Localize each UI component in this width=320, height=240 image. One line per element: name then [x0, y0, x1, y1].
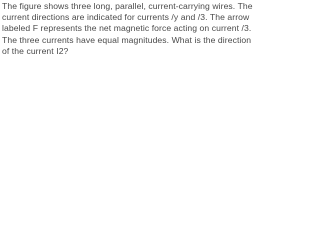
question-text: The figure shows three long, parallel, current-carrying wires. The current directions are indicated for currents /y and /3. The arrow labeled F represents the net magnetic force acting on current /3. The three currents have equal magnitudes. What is the direction of the current I2? [2, 1, 253, 56]
question-card [0, 0, 262, 69]
